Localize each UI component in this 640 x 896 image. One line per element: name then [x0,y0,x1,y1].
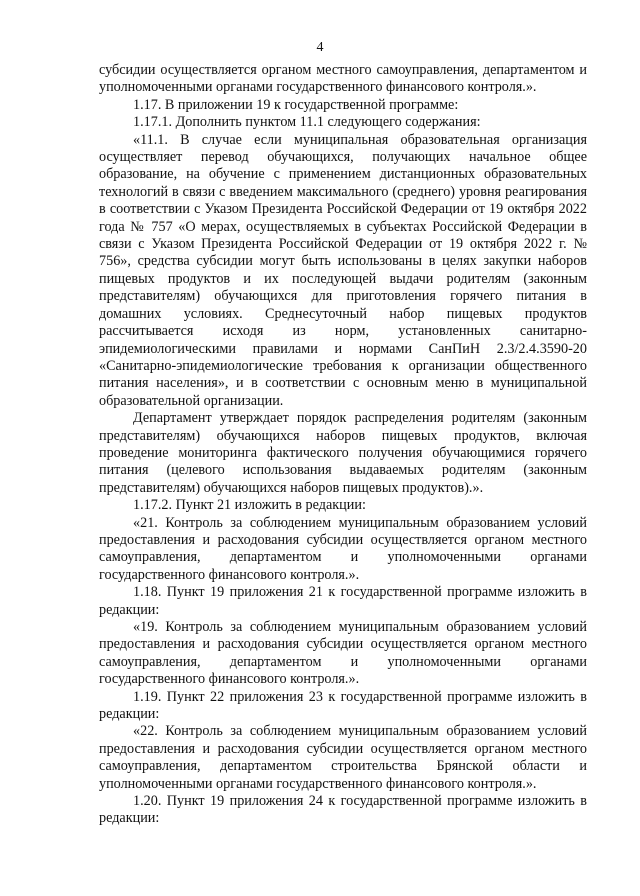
paragraph: «22. Контроль за соблюдением муниципальным образованием условий предоставления и расходования субсидии осуществляется органом местного самоуправления, департаментом строительства Брянской области и уполномоченными органами государственного финансового контроля.». [99,723,587,792]
paragraph: 1.17.2. Пункт 21 изложить в редакции: [133,497,366,514]
paragraph: 1.18. Пункт 19 приложения 21 к государственной программе изложить в редакции: [99,584,587,618]
paragraph: субсидии осуществляется органом местного самоуправления, департаментом и уполномоченными органами государственного финансового контроля.». [99,62,587,96]
paragraph: «21. Контроль за соблюдением муниципальным образованием условий предоставления и расходования субсидии осуществляется органом местного самоуправления, департаментом и уполномоченными органами государственного финансового контроля.». [99,514,587,583]
paragraph: 1.19. Пункт 22 приложения 23 к государственной программе изложить в редакции: [99,688,587,723]
document-body [99,62,587,828]
paragraph: 1.17. В приложении 19 к государственной программе: [133,96,459,113]
paragraph: 1.17.1. Дополнить пунктом 11.1 следующего содержания: [133,114,481,131]
paragraph: 1.20. Пункт 19 приложения 24 к государственной программе изложить в редакции: [99,793,587,827]
page-number: 4 [316,40,324,55]
paragraph: Департамент утверждает порядок распределения родителям (законным представителям) обучающихся наборов пищевых продуктов, включая проведение мониторинга фактического получения обучающимися горячего питания (целевого использования выдаваемых родителям (законным представителям) обучающихся наборов пищевых продуктов).». [99,410,587,496]
paragraph: «19. Контроль за соблюдением муниципальным образованием условий предоставления и расходования субсидии осуществляется органом местного самоуправления, департаментом и уполномоченными органами государственного финансового контроля.». [99,619,587,688]
paragraph: «11.1. В случае если муниципальная образовательная организация осуществляет перевод обучающихся, получающих начальное общее образование, на обучение с применением дистанционных образовательных технологий в связи с введением максимального (среднего) уровня реагирования в соответствии с Указом Президента Российской Федерации от 19 октября 2022 года № 757 «О мерах, осуществляемых в субъектах Российской Федерации в связи с Указом Президента Российской Федерации от 19 октября 2022 г. № 756», средства субсидии могут быть использованы в целях закупки наборов пищевых продуктов и их последующей выдачи родителям (законным представителям) обучающихся для приготовления горячего питания в домашних условиях. Среднесуточный набор пищевых продуктов рассчитывается исходя из норм, установленных санитарно-эпидемиологическими правилами и нормами СанПиН 2.3/2.4.3590-20 «Санитарно-эпидемиологические требования к организации общественного питания населения», и в соответствии с основным меню в муниципальной образовательной организации. [99,131,587,409]
